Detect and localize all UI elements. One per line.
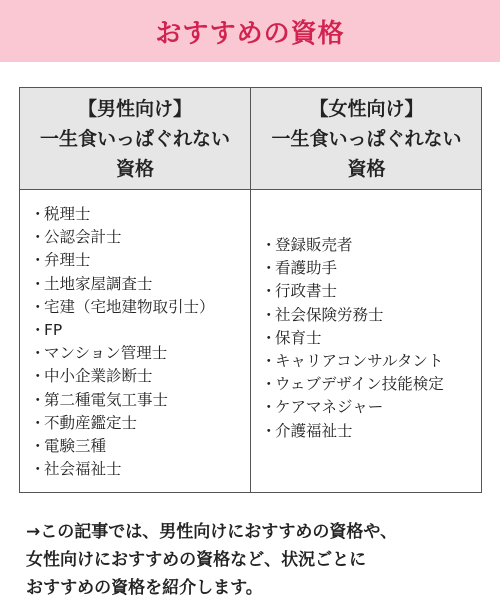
list-item [30, 458, 215, 481]
list-item [261, 304, 444, 327]
list-item [261, 234, 444, 257]
qualification-name: 社会保険労務士 [275, 305, 384, 324]
list-item [261, 280, 444, 303]
list-item [30, 365, 215, 388]
qualification-name: 登録販売者 [275, 236, 353, 254]
page-title: おすすめの資格 [155, 18, 345, 49]
list-item [261, 420, 444, 443]
qualification-name: 土地家屋調査士 [44, 274, 153, 293]
bullet-mark: ・ [261, 421, 277, 440]
bullet-mark: ・ [30, 321, 46, 340]
header-cell-women [251, 88, 482, 190]
header-line: 資格 [347, 158, 386, 180]
summary-line: おすすめの資格を紹介します。 [26, 578, 263, 598]
title-banner [0, 0, 500, 62]
qualification-name: 中小企業診断士 [44, 367, 153, 386]
list-item [30, 226, 215, 249]
bullet-mark: ・ [261, 398, 277, 417]
list-item [261, 257, 444, 280]
summary-text [26, 518, 486, 602]
header-line: 資格 [115, 158, 154, 180]
qualification-name: 宅建（宅地建物取引士） [44, 297, 215, 316]
qualification-name: 電験三種 [44, 437, 107, 456]
qualification-name: 公認会計士 [44, 228, 122, 247]
bullet-mark: ・ [261, 259, 277, 278]
list-item [261, 373, 444, 396]
list-item [30, 273, 215, 296]
bullet-mark: ・ [30, 437, 46, 456]
list-item [30, 389, 215, 412]
list-item [30, 342, 215, 365]
qualification-table [19, 87, 482, 493]
bullet-mark: ・ [30, 205, 46, 223]
header-line: 一生食いっぱぐれない [271, 128, 462, 150]
qualification-name: キャリアコンサルタント [275, 352, 444, 371]
bullet-mark: ・ [30, 274, 46, 293]
column-divider [250, 88, 251, 492]
list-item [30, 296, 215, 319]
list-item [261, 396, 444, 419]
qualification-name: マンション管理士 [44, 344, 168, 363]
bullet-mark: ・ [261, 305, 277, 324]
list-item [30, 319, 215, 342]
list-item [261, 350, 444, 373]
bullet-mark: ・ [30, 460, 46, 479]
bullet-mark: ・ [30, 413, 46, 432]
bullet-mark: ・ [261, 352, 277, 371]
qualification-name: 不動産鑑定士 [44, 413, 138, 432]
list-item [30, 412, 215, 435]
qualification-name: 保育士 [275, 328, 322, 347]
qualification-name: 行政書士 [275, 282, 338, 301]
bullet-mark: ・ [30, 367, 46, 386]
bullet-mark: ・ [30, 297, 46, 316]
header-line: 【女性向け】 [309, 98, 424, 120]
qualification-name: FP [44, 321, 63, 340]
bullet-mark: ・ [30, 390, 46, 409]
list-item [30, 249, 215, 272]
list-item [30, 435, 215, 458]
summary-line: →この記事では、男性向けにおすすめの資格や、 [26, 522, 398, 542]
header-cell-men [20, 88, 250, 190]
qualification-name: 税理士 [44, 205, 91, 223]
list-item [261, 327, 444, 350]
qualification-name: ウェブデザイン技能検定 [275, 375, 444, 394]
list-item [30, 203, 215, 226]
header-line: 一生食いっぱぐれない [39, 128, 230, 150]
header-line: 【男性向け】 [77, 98, 192, 120]
women-qualification-list [261, 234, 444, 443]
bullet-mark: ・ [261, 236, 277, 254]
qualification-name: 介護福祉士 [275, 421, 353, 440]
bullet-mark: ・ [261, 282, 277, 301]
qualification-name: 第二種電気工事士 [44, 390, 169, 409]
bullet-mark: ・ [261, 328, 277, 347]
qualification-name: 社会福祉士 [44, 460, 122, 479]
qualification-name: 弁理士 [44, 251, 91, 270]
bullet-mark: ・ [261, 375, 277, 394]
summary-line: 女性向けにおすすめの資格など、状況ごとに [26, 550, 367, 570]
bullet-mark: ・ [30, 344, 46, 363]
bullet-mark: ・ [30, 251, 46, 270]
bullet-mark: ・ [30, 228, 46, 247]
men-qualification-list [30, 203, 215, 481]
qualification-name: 看護助手 [275, 259, 338, 278]
qualification-name: ケアマネジャー [275, 398, 384, 417]
